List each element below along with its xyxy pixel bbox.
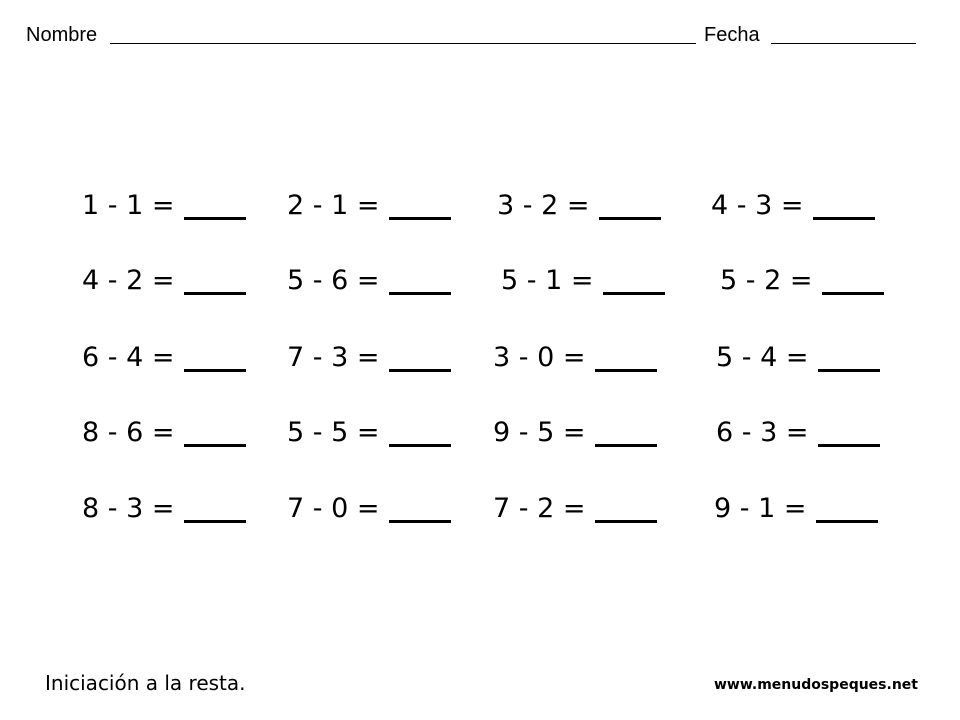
subtraction-problem	[287, 489, 451, 529]
problem-expression: 1 - 1 =	[82, 190, 175, 221]
problem-expression: 5 - 5 =	[287, 417, 380, 448]
problem-expression: 4 - 3 =	[711, 190, 804, 221]
date-answer-line[interactable]	[771, 43, 916, 44]
subtraction-problem	[501, 261, 665, 301]
worksheet-title: Iniciación a la resta.	[45, 671, 246, 695]
problem-row-4	[0, 413, 960, 453]
problem-expression: 5 - 2 =	[720, 265, 813, 296]
answer-blank[interactable]	[389, 338, 451, 372]
problem-expression: 2 - 1 =	[287, 190, 380, 221]
subtraction-problem	[714, 489, 878, 529]
subtraction-problem	[287, 261, 451, 301]
subtraction-problem	[82, 261, 246, 301]
problem-expression: 6 - 4 =	[82, 342, 175, 373]
answer-blank[interactable]	[389, 186, 451, 220]
problem-expression: 3 - 0 =	[493, 342, 586, 373]
problem-expression: 7 - 3 =	[287, 342, 380, 373]
answer-blank[interactable]	[184, 186, 246, 220]
problem-row-2	[0, 261, 960, 301]
answer-blank[interactable]	[184, 261, 246, 295]
subtraction-problem	[716, 338, 880, 378]
date-label: Fecha	[704, 24, 760, 46]
answer-blank[interactable]	[595, 489, 657, 523]
problem-row-3	[0, 338, 960, 378]
problem-expression: 9 - 1 =	[714, 493, 807, 524]
answer-blank[interactable]	[595, 413, 657, 447]
answer-blank[interactable]	[184, 413, 246, 447]
problem-expression: 8 - 3 =	[82, 493, 175, 524]
answer-blank[interactable]	[599, 186, 661, 220]
problem-expression: 5 - 4 =	[716, 342, 809, 373]
answer-blank[interactable]	[603, 261, 665, 295]
problem-expression: 7 - 2 =	[493, 493, 586, 524]
subtraction-problem	[497, 186, 661, 226]
subtraction-problem	[82, 413, 246, 453]
website-credit: www.menudospeques.net	[713, 677, 918, 693]
problem-row-5	[0, 489, 960, 529]
subtraction-problem	[287, 413, 451, 453]
problem-expression: 5 - 6 =	[287, 265, 380, 296]
problem-expression: 8 - 6 =	[82, 417, 175, 448]
subtraction-problem	[82, 186, 246, 226]
problem-expression: 5 - 1 =	[501, 265, 594, 296]
subtraction-problem	[493, 338, 657, 378]
problem-row-1	[0, 186, 960, 226]
answer-blank[interactable]	[389, 489, 451, 523]
subtraction-problem	[287, 186, 451, 226]
answer-blank[interactable]	[818, 413, 880, 447]
subtraction-problem	[720, 261, 884, 301]
subtraction-problem	[287, 338, 451, 378]
problem-expression: 3 - 2 =	[497, 190, 590, 221]
subtraction-problem	[493, 489, 657, 529]
subtraction-problem	[711, 186, 875, 226]
answer-blank[interactable]	[818, 338, 880, 372]
name-label: Nombre	[26, 24, 98, 46]
answer-blank[interactable]	[595, 338, 657, 372]
subtraction-problem	[82, 338, 246, 378]
answer-blank[interactable]	[822, 261, 884, 295]
problem-expression: 4 - 2 =	[82, 265, 175, 296]
worksheet-header	[26, 20, 926, 50]
subtraction-problem	[716, 413, 880, 453]
answer-blank[interactable]	[813, 186, 875, 220]
problem-expression: 7 - 0 =	[287, 493, 380, 524]
subtraction-problem	[82, 489, 246, 529]
answer-blank[interactable]	[389, 261, 451, 295]
answer-blank[interactable]	[389, 413, 451, 447]
problem-expression: 9 - 5 =	[493, 417, 586, 448]
answer-blank[interactable]	[184, 489, 246, 523]
answer-blank[interactable]	[816, 489, 878, 523]
subtraction-problem	[493, 413, 657, 453]
name-answer-line[interactable]	[110, 43, 696, 44]
problem-expression: 6 - 3 =	[716, 417, 809, 448]
answer-blank[interactable]	[184, 338, 246, 372]
